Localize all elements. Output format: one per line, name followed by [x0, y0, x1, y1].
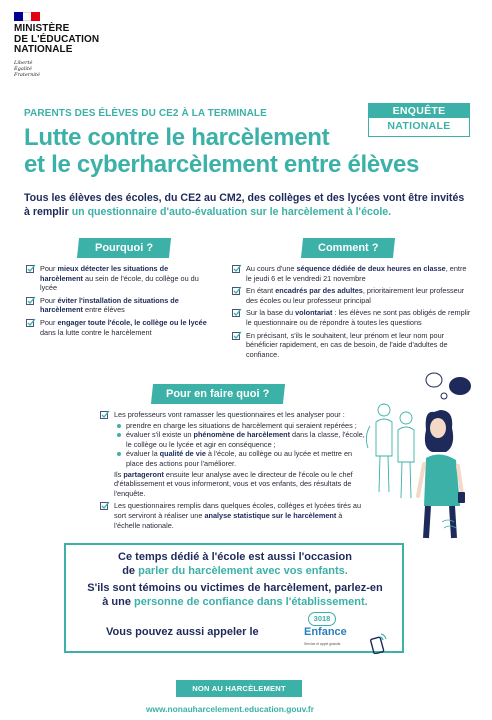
sub-list-item: prendre en charge les situations de harcèlement qui seraient repérées ;	[114, 421, 370, 431]
checkbox-icon	[232, 286, 242, 296]
phone-number-3018[interactable]: 3018	[308, 612, 336, 626]
usage-list	[100, 410, 370, 533]
enfance-sublabel: Service et appel gratuits	[304, 642, 341, 646]
badge-line-1: ENQUÊTE	[369, 104, 469, 118]
list-item: Au cours d'une séquence dédiée de deux heures en classe, entre le jeudi 6 et le vendredi 21 novembre	[232, 264, 472, 283]
intro-paragraph: Tous les élèves des écoles, du CE2 au CM2, des collèges et des lycées vont être invités à remplir un questionnaire d'auto-évaluation sur le harcèlement à l'école.	[24, 192, 465, 218]
list-item: En étant encadrés par des adultes, prioritairement leur professeur des écoles ou leur professeur principal	[232, 286, 472, 305]
sub-list-item: évaluer la qualité de vie à l'école, au collège ou au lycée et mettre en place des actions pour l'améliorer.	[114, 449, 370, 468]
usage-heading: Pour en faire quoi ?	[151, 384, 285, 404]
pourquoi-list	[26, 264, 212, 340]
phone-icon	[366, 632, 388, 654]
usage-sublist	[114, 421, 370, 469]
logo-line-1: MINISTÈRE	[14, 23, 70, 34]
list-item: Pour mieux détecter les situations de harcèlement au sein de l'école, du collège ou du lycée	[26, 264, 212, 293]
call-text: Vous pouvez aussi appeler le	[106, 626, 259, 638]
checkbox-icon	[232, 308, 242, 318]
ministry-logo	[14, 12, 134, 78]
checkbox-icon	[232, 331, 242, 341]
pourquoi-heading: Pourquoi ?	[77, 238, 171, 258]
list-item: En précisant, s'ils le souhaitent, leur prénom et leur nom pour bénéficier rapidement, en cas de besoin, de l'aide d'adultes de confiance.	[232, 331, 472, 360]
checkbox-icon	[26, 264, 36, 274]
checkbox-icon	[100, 501, 110, 511]
students-illustration	[360, 366, 486, 542]
comment-heading: Comment ?	[301, 238, 395, 258]
enfance-label: Enfance	[304, 626, 347, 638]
message-text: Ce temps dédié à l'école est aussi l'occasion de parler du harcèlement avec vos enfants. S'ils sont témoins ou victimes de harcèlement, parlez-en à une personne de confiance dans l'établissement.	[87, 551, 383, 608]
list-item: Les professeurs vont ramasser les questionnaires et les analyser pour : prendre en charge les situations de harcèlement qui seraient repérées ; évaluer s'il existe un phénomène de harcèlement dans la classe, l'école, le collège ou le lycée et agir en conséquence ; évaluer la qualité de vie à l'école, au collège ou au lycée et mettre en place des actions pour l'améliorer. Ils partageront ensuite leur analyse avec le directeur de l'école ou le chef d'établissement et vous informeront, vous et vos enfants, des résultats de l'enquête.	[100, 410, 370, 498]
logo-line-3: NATIONALE	[14, 44, 73, 55]
badge-line-2: NATIONALE	[387, 120, 451, 132]
checkbox-icon	[100, 410, 110, 420]
list-item: Sur la base du volontariat : les élèves ne sont pas obligés de remplir le questionnaire ou de répondre à toutes les questions	[232, 308, 472, 327]
non-au-harcelement-badge: NON AU HARCÈLEMENT	[176, 680, 302, 697]
list-item: Les questionnaires remplis dans quelques écoles, collèges et lycées tirés au sort serviront à réaliser une analyse statistique sur le harcèlement à l'échelle nationale.	[100, 501, 370, 530]
sub-list-item: évaluer s'il existe un phénomène de harcèlement dans la classe, l'école, le collège ou le lycée et agir en conséquence ;	[114, 430, 370, 449]
checkbox-icon	[26, 318, 36, 328]
french-flag-icon	[14, 12, 40, 21]
logo-line-2: DE L'ÉDUCATION	[14, 33, 100, 45]
list-item: Pour éviter l'installation de situations de harcèlement entre élèves	[26, 296, 212, 315]
checkbox-icon	[232, 264, 242, 274]
website-link[interactable]: www.nonauharcelement.education.gouv.fr	[146, 704, 314, 714]
logo-3018[interactable]	[296, 612, 352, 652]
page-title: Lutte contre le harcèlement et le cyberharcèlement entre élèves	[24, 124, 420, 178]
audience-label: PARENTS DES ÉLÈVES DU CE2 À LA TERMINALE	[24, 108, 267, 119]
checkbox-icon	[26, 296, 36, 306]
list-item: Pour engager toute l'école, le collège ou le lycée dans la lutte contre le harcèlement	[26, 318, 212, 337]
republic-motto: Liberté Égalité Fraternité	[14, 59, 40, 78]
comment-list	[232, 264, 472, 362]
